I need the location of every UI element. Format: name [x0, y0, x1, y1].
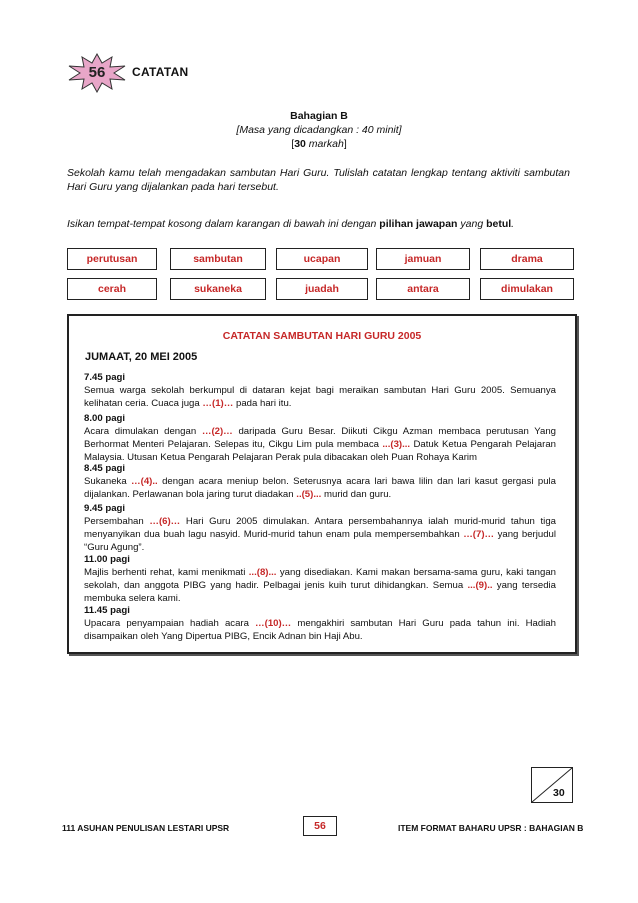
entry-text: Persembahan …(6)… Hari Guru 2005 dimulakan. Antara persembahannya ialah murid-murid tahun tiga menyanyikan dua buah lagu nasyid. Murid-murid tahun enam pula mempersembahkan …(7)… yang berjudul “Guru Agung”. [84, 516, 556, 553]
entry-1100 [84, 553, 556, 605]
footer-right: ITEM FORMAT BAHARU UPSR : BAHAGIAN B [398, 823, 584, 833]
word-option: sambutan [170, 248, 266, 270]
entry-time: 8.45 pagi [84, 463, 126, 474]
word-option: jamuan [376, 248, 470, 270]
score-diagonal-icon [532, 768, 572, 802]
badge-number: 56 [88, 64, 106, 81]
entry-text: Acara dimulakan dengan …(2)… daripada Guru Besar. Diikuti Cikgu Azman membaca perutusan Yang Berhormat Menteri Pelajaran. Selepas itu, Cikgu Lim pula membaca ...(3)... Datuk Ketua Pengarah Pelajaran Malaysia. Utusan Ketua Pengarah Pelajaran Perak pula dibacakan oleh Puan Rohaya Karim [84, 426, 557, 463]
blank-5: ..(5)... [296, 489, 322, 500]
blank-4: …(4).. [131, 476, 158, 487]
blank-10: …(10)… [255, 618, 292, 629]
word-option: sukaneka [170, 278, 266, 300]
fill-instruction: Isikan tempat-tempat kosong dalam karangan di bawah ini dengan pilihan jawapan yang betul. [67, 218, 515, 230]
footer-left: 111 ASUHAN PENULISAN LESTARI UPSR [62, 823, 230, 833]
entry-1145 [84, 604, 556, 643]
footer-page-number: 56 [303, 816, 337, 836]
entry-text: Majlis berhenti rehat, kami menikmati ...(8)... yang disediakan. Kami makan bersama-sama guru, kaki tangan sekolah, dan anggota PIBG yang hadir. Pelbagai jenis kuih turut dihidangkan. Semua ...(9).. yang tersedia membuka selera kami. [84, 567, 556, 604]
blank-8: ...(8)... [248, 567, 277, 578]
entry-time: 9.45 pagi [84, 503, 126, 514]
score-total: 30 [553, 787, 565, 799]
passage-date: JUMAAT, 20 MEI 2005 [85, 351, 198, 363]
word-option: juadah [276, 278, 368, 300]
entry-800 [84, 412, 556, 464]
entry-time: 7.45 pagi [84, 372, 126, 383]
blank-9: ...(9).. [467, 580, 493, 591]
part-heading: Bahagian B [290, 110, 348, 122]
section-title: CATATAN [132, 65, 189, 79]
word-option: cerah [67, 278, 157, 300]
entry-text: Semua warga sekolah berkumpul di dataran kejat bagi meraikan sambutan Hari Guru 2005. Semuanya kelihatan ceria. Cuaca juga …(1)… pada hari itu. [84, 385, 556, 409]
score-box [531, 767, 573, 803]
blank-6: …(6)… [149, 516, 181, 527]
blank-7: …(7)… [463, 529, 495, 540]
word-option: dimulakan [480, 278, 574, 300]
blank-3: ...(3)... [382, 439, 411, 450]
entry-745 [84, 371, 556, 410]
entry-text: Upacara penyampaian hadiah acara …(10)… mengakhiri sambutan Hari Guru pada tahun ini. Hadiah disampaikan oleh Yang Dipertua PIBG, Encik Adnan bin Haji Abu. [84, 618, 556, 642]
word-option: drama [480, 248, 574, 270]
passage-title: CATATAN SAMBUTAN HARI GURU 2005 [222, 330, 422, 342]
entry-945 [84, 502, 556, 554]
entry-time: 8.00 pagi [84, 413, 126, 424]
time-allowance: [Masa yang dicadangkan : 40 minit] [236, 124, 402, 136]
word-option: perutusan [67, 248, 157, 270]
word-option: ucapan [276, 248, 368, 270]
marks-allowance: [30 markah] [291, 138, 347, 150]
entry-time: 11.45 pagi [84, 605, 130, 616]
word-option: antara [376, 278, 470, 300]
entry-845 [84, 462, 556, 501]
blank-2: …(2)… [201, 426, 233, 437]
blank-1: …(1)… [202, 398, 234, 409]
task-instruction: Sekolah kamu telah mengadakan sambutan Hari Guru. Tulislah catatan lengkap tentang aktiviti sambutan Hari Guru yang dijalankan pada hari tersebut. [67, 167, 570, 193]
page-number-badge [66, 53, 128, 93]
entry-time: 11.00 pagi [84, 554, 130, 565]
entry-text: Sukaneka …(4).. dengan acara meniup belon. Seterusnya acara lari bawa lilin dan lari kasut gergasi pula dijalankan. Perlawanan bola jaring turut diadakan ..(5)... murid dan guru. [84, 476, 556, 500]
